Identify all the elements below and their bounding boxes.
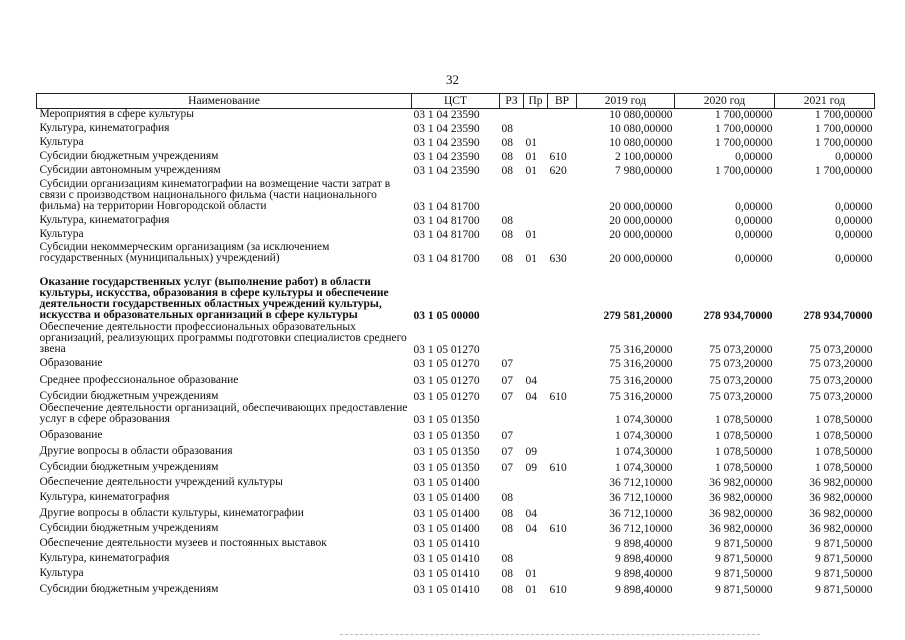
- cell-vr: 620: [549, 165, 567, 177]
- cell-vr: [548, 489, 577, 504]
- cell-rz: 08: [501, 492, 513, 504]
- cell-vr: [548, 426, 577, 442]
- cell-name: Субсидии некоммерческим организациям (за исключением государственных (муниципальных) учреждений): [39, 241, 330, 264]
- cell-2020: 278 934,70000: [703, 310, 773, 322]
- cell-cst: 03 1 05 00000: [413, 310, 480, 322]
- table-row: [37, 550, 875, 565]
- cell-2020: 1 078,50000: [715, 414, 773, 426]
- cell-2019: 1 074,30000: [615, 446, 673, 458]
- cell-name: Культура: [39, 567, 84, 579]
- cell-rz: 08: [501, 523, 513, 535]
- cell-name: Культура, кинематография: [39, 122, 170, 134]
- cell-2021: 1 700,00000: [815, 123, 873, 135]
- cell-cst: 03 1 04 81700: [413, 253, 480, 265]
- header-2021: 2021 год: [775, 94, 875, 109]
- cell-2020: 75 073,20000: [709, 375, 773, 387]
- header-cst: ЦСТ: [412, 94, 500, 109]
- page-number: 32: [446, 72, 459, 87]
- table-row: [37, 370, 875, 387]
- cell-2019: 75 316,20000: [609, 344, 673, 356]
- cell-name: Другие вопросы в области образования: [39, 445, 233, 457]
- cell-rz: 08: [501, 584, 513, 596]
- cell-2019: 1 074,30000: [615, 430, 673, 442]
- cell-pr: [524, 403, 548, 426]
- table-row: [37, 565, 875, 580]
- cell-pr: 01: [525, 568, 537, 580]
- cell-2020: 1 700,00000: [715, 123, 773, 135]
- cell-2019: 10 080,00000: [609, 137, 673, 149]
- cell-vr: [548, 474, 577, 489]
- cell-rz: 07: [501, 358, 513, 370]
- cell-2021: 9 871,50000: [815, 538, 873, 550]
- cell-2020: 75 073,20000: [709, 391, 773, 403]
- cell-pr: [524, 177, 548, 213]
- cell-2019: 20 000,00000: [609, 229, 673, 241]
- cell-rz: 07: [501, 430, 513, 442]
- cell-2019: 20 000,00000: [609, 215, 673, 227]
- cell-2019: 1 074,30000: [615, 414, 673, 426]
- table-row: [37, 149, 875, 163]
- cell-rz: 07: [501, 375, 513, 387]
- cell-vr: [548, 177, 577, 213]
- cell-2019: 36 712,10000: [609, 523, 673, 535]
- cell-pr: 01: [525, 584, 537, 596]
- cell-vr: [548, 370, 577, 387]
- cell-pr: 01: [525, 253, 537, 265]
- cell-pr: 04: [525, 391, 537, 403]
- cell-cst: 03 1 04 23590: [413, 165, 480, 177]
- cell-2021: 75 073,20000: [809, 358, 873, 370]
- cell-name: Культура, кинематография: [39, 552, 170, 564]
- cell-2021: 0,00000: [835, 215, 873, 227]
- header-row: [37, 94, 875, 109]
- cell-vr: [548, 121, 577, 135]
- cell-vr: 610: [549, 584, 567, 596]
- cell-pr: 04: [525, 523, 537, 535]
- table-row: [37, 322, 875, 356]
- cell-name: Обеспечение деятельности профессиональных образовательных организаций, реализующих программы подготовки специалистов среднего звена: [39, 322, 407, 355]
- cell-pr: [524, 426, 548, 442]
- cell-name: Оказание государственных услуг (выполнение работ) в области культуры, искусства, образования в сфере культуры и обеспечение деятельности государственных областных учреждений культуры, искусства и образовательных организаций в сфере культуры: [39, 276, 389, 321]
- cell-pr: 01: [525, 151, 537, 163]
- cell-2021: 1 078,50000: [815, 430, 873, 442]
- cell-rz: 08: [501, 215, 513, 227]
- cell-cst: 03 1 05 01410: [413, 568, 480, 580]
- cell-name: Субсидии организациям кинематографии на возмещение части затрат в связи с производством национального фильма (части национального фильма) на территории Новгородской области: [39, 178, 391, 212]
- cell-cst: 03 1 04 81700: [413, 229, 480, 241]
- cell-cst: 03 1 04 23590: [413, 151, 480, 163]
- cell-2021: 36 982,00000: [809, 492, 873, 504]
- cell-2021: 75 073,20000: [809, 344, 873, 356]
- cell-2019: 20 000,00000: [609, 253, 673, 265]
- table-row: [37, 403, 875, 426]
- table-row: [37, 241, 875, 265]
- table-row: [37, 580, 875, 596]
- cell-pr: [524, 121, 548, 135]
- table-body: [37, 109, 875, 597]
- cell-2021: 9 871,50000: [815, 568, 873, 580]
- cell-2020: 1 078,50000: [715, 430, 773, 442]
- cell-pr: [524, 535, 548, 550]
- cell-name: Субсидии автономным учреждениям: [39, 164, 221, 176]
- cell-name: Субсидии бюджетным учреждениям: [39, 583, 219, 595]
- cell-vr: [548, 265, 577, 322]
- table-row: [37, 163, 875, 177]
- table-row: [37, 442, 875, 458]
- cell-cst: 03 1 05 01270: [413, 391, 480, 403]
- cell-2020: 9 871,50000: [715, 538, 773, 550]
- header-rz: РЗ: [500, 94, 524, 109]
- cell-pr: [524, 489, 548, 504]
- cell-2019: 9 898,40000: [615, 538, 673, 550]
- cell-2020: 9 871,50000: [715, 568, 773, 580]
- cell-rz: [500, 474, 524, 489]
- cell-name: Обеспечение деятельности учреждений культуры: [39, 476, 283, 488]
- cell-pr: [524, 322, 548, 356]
- cell-2020: 75 073,20000: [709, 344, 773, 356]
- table-row: [37, 213, 875, 227]
- cell-vr: 610: [549, 391, 567, 403]
- cell-2021: 36 982,00000: [809, 477, 873, 489]
- cell-2020: 75 073,20000: [709, 358, 773, 370]
- cell-pr: [524, 265, 548, 322]
- cell-rz: [500, 177, 524, 213]
- cell-2019: 75 316,20000: [609, 391, 673, 403]
- cell-cst: 03 1 05 01350: [413, 446, 480, 458]
- cell-rz: 08: [501, 568, 513, 580]
- cell-rz: 08: [501, 553, 513, 565]
- cell-2019: 9 898,40000: [615, 553, 673, 565]
- cell-name: Культура: [39, 136, 84, 148]
- cell-rz: [500, 322, 524, 356]
- cell-name: Обеспечение деятельности музеев и постоянных выставок: [39, 537, 327, 549]
- cell-2019: 10 080,00000: [609, 109, 673, 121]
- cell-cst: 03 1 05 01350: [413, 430, 480, 442]
- cell-cst: 03 1 05 01400: [413, 523, 480, 535]
- cell-2019: 9 898,40000: [615, 584, 673, 596]
- cell-vr: 630: [549, 253, 567, 265]
- cell-2021: 1 078,50000: [815, 414, 873, 426]
- cell-pr: [524, 474, 548, 489]
- cell-vr: [548, 135, 577, 149]
- cell-vr: [548, 322, 577, 356]
- cell-rz: [500, 109, 524, 122]
- cell-vr: [548, 442, 577, 458]
- cell-name: Мероприятия в сфере культуры: [39, 108, 195, 120]
- cell-name: Субсидии бюджетным учреждениям: [39, 522, 219, 534]
- table-row: [37, 489, 875, 504]
- cell-2021: 0,00000: [835, 201, 873, 213]
- cell-rz: 08: [501, 253, 513, 265]
- cell-rz: 08: [501, 165, 513, 177]
- cell-vr: [548, 109, 577, 122]
- cell-2019: 7 980,00000: [615, 165, 673, 177]
- cell-2020: 0,00000: [735, 215, 773, 227]
- header-vr: ВР: [548, 94, 577, 109]
- cell-pr: 01: [525, 165, 537, 177]
- header-2020: 2020 год: [675, 94, 775, 109]
- cell-2020: 1 078,50000: [715, 446, 773, 458]
- page-bottom-marks: [340, 634, 760, 637]
- cell-name: Субсидии бюджетным учреждениям: [39, 461, 219, 473]
- cell-cst: 03 1 05 01400: [413, 477, 480, 489]
- cell-2021: 1 700,00000: [815, 109, 873, 121]
- table-row: [37, 265, 875, 322]
- budget-table: [36, 93, 875, 596]
- cell-2021: 75 073,20000: [809, 391, 873, 403]
- cell-name: Культура: [39, 228, 84, 240]
- cell-vr: [548, 550, 577, 565]
- table-row: [37, 458, 875, 474]
- table-row: [37, 520, 875, 535]
- cell-2020: 0,00000: [735, 229, 773, 241]
- cell-name: Культура, кинематография: [39, 214, 170, 226]
- cell-2019: 20 000,00000: [609, 201, 673, 213]
- cell-rz: 08: [501, 508, 513, 520]
- cell-rz: 07: [501, 462, 513, 474]
- cell-2019: 2 100,00000: [615, 151, 673, 163]
- cell-2019: 36 712,10000: [609, 508, 673, 520]
- cell-name: Субсидии бюджетным учреждениям: [39, 390, 219, 402]
- cell-rz: [500, 265, 524, 322]
- cell-2019: 75 316,20000: [609, 358, 673, 370]
- table-row: [37, 535, 875, 550]
- cell-2020: 1 078,50000: [715, 462, 773, 474]
- cell-2020: 36 982,00000: [709, 508, 773, 520]
- cell-2021: 1 078,50000: [815, 462, 873, 474]
- header-pr: Пр: [524, 94, 548, 109]
- cell-vr: 610: [549, 462, 567, 474]
- cell-2019: 36 712,10000: [609, 477, 673, 489]
- cell-pr: 04: [525, 508, 537, 520]
- cell-2021: 1 700,00000: [815, 137, 873, 149]
- cell-2019: 36 712,10000: [609, 492, 673, 504]
- cell-2021: 1 700,00000: [815, 165, 873, 177]
- cell-2020: 0,00000: [735, 201, 773, 213]
- cell-vr: 610: [549, 523, 567, 535]
- cell-2020: 36 982,00000: [709, 492, 773, 504]
- cell-2020: 1 700,00000: [715, 137, 773, 149]
- cell-2019: 75 316,20000: [609, 375, 673, 387]
- cell-rz: [500, 403, 524, 426]
- cell-pr: [524, 109, 548, 122]
- table-row: [37, 474, 875, 489]
- table-row: [37, 504, 875, 520]
- cell-pr: 01: [525, 137, 537, 149]
- cell-cst: 03 1 05 01400: [413, 508, 480, 520]
- cell-rz: 08: [501, 229, 513, 241]
- cell-cst: 03 1 05 01410: [413, 584, 480, 596]
- cell-vr: [548, 213, 577, 227]
- cell-cst: 03 1 04 81700: [413, 201, 480, 213]
- cell-2020: 0,00000: [735, 253, 773, 265]
- cell-2021: 0,00000: [835, 253, 873, 265]
- cell-cst: 03 1 05 01270: [413, 358, 480, 370]
- cell-2020: 0,00000: [735, 151, 773, 163]
- cell-rz: 08: [501, 137, 513, 149]
- cell-cst: 03 1 04 23590: [413, 137, 480, 149]
- table-row: [37, 227, 875, 241]
- cell-rz: 07: [501, 446, 513, 458]
- cell-cst: 03 1 05 01410: [413, 538, 480, 550]
- cell-2021: 278 934,70000: [803, 310, 873, 322]
- cell-pr: 09: [525, 462, 537, 474]
- cell-vr: [548, 227, 577, 241]
- cell-name: Среднее профессиональное образование: [39, 374, 239, 386]
- cell-2020: 9 871,50000: [715, 553, 773, 565]
- cell-vr: 610: [549, 151, 567, 163]
- cell-pr: 01: [525, 229, 537, 241]
- cell-pr: 09: [525, 446, 537, 458]
- cell-cst: 03 1 05 01350: [413, 414, 480, 426]
- cell-cst: 03 1 05 01350: [413, 462, 480, 474]
- cell-cst: 03 1 05 01270: [413, 344, 480, 356]
- cell-pr: 04: [525, 375, 537, 387]
- cell-2020: 1 700,00000: [715, 165, 773, 177]
- cell-vr: [548, 356, 577, 370]
- header-name: Наименование: [37, 94, 412, 109]
- cell-name: Другие вопросы в области культуры, кинематографии: [39, 507, 304, 519]
- cell-pr: [524, 550, 548, 565]
- cell-2019: 1 074,30000: [615, 462, 673, 474]
- cell-2021: 9 871,50000: [815, 553, 873, 565]
- cell-vr: [548, 504, 577, 520]
- cell-rz: [500, 535, 524, 550]
- table-row: [37, 109, 875, 122]
- cell-name: Субсидии бюджетным учреждениям: [39, 150, 219, 162]
- cell-2019: 279 581,20000: [603, 310, 673, 322]
- cell-2021: 36 982,00000: [809, 523, 873, 535]
- cell-2021: 1 078,50000: [815, 446, 873, 458]
- cell-name: Культура, кинематография: [39, 491, 170, 503]
- table-row: [37, 356, 875, 370]
- cell-2021: 36 982,00000: [809, 508, 873, 520]
- cell-vr: [548, 535, 577, 550]
- table-row: [37, 177, 875, 213]
- table-row: [37, 426, 875, 442]
- cell-cst: 03 1 04 23590: [413, 109, 480, 121]
- cell-name: Обеспечение деятельности организаций, обеспечивающих предоставление услуг в сфере образования: [39, 403, 408, 425]
- cell-rz: 08: [501, 123, 513, 135]
- cell-name: Образование: [39, 357, 103, 369]
- cell-2021: 0,00000: [835, 151, 873, 163]
- table-row: [37, 387, 875, 403]
- cell-pr: [524, 356, 548, 370]
- cell-2020: 1 700,00000: [715, 109, 773, 121]
- table-row: [37, 135, 875, 149]
- table-row: [37, 121, 875, 135]
- cell-pr: [524, 213, 548, 227]
- cell-vr: [548, 565, 577, 580]
- cell-name: Образование: [39, 429, 103, 441]
- cell-vr: [548, 403, 577, 426]
- cell-cst: 03 1 05 01270: [413, 375, 480, 387]
- cell-2020: 9 871,50000: [715, 584, 773, 596]
- cell-2021: 9 871,50000: [815, 584, 873, 596]
- cell-rz: 08: [501, 151, 513, 163]
- cell-2021: 75 073,20000: [809, 375, 873, 387]
- cell-rz: 07: [501, 391, 513, 403]
- cell-cst: 03 1 04 23590: [413, 123, 480, 135]
- header-2019: 2019 год: [577, 94, 675, 109]
- cell-2020: 36 982,00000: [709, 477, 773, 489]
- cell-cst: 03 1 05 01400: [413, 492, 480, 504]
- cell-cst: 03 1 04 81700: [413, 215, 480, 227]
- cell-2019: 9 898,40000: [615, 568, 673, 580]
- cell-2021: 0,00000: [835, 229, 873, 241]
- cell-2019: 10 080,00000: [609, 123, 673, 135]
- cell-cst: 03 1 05 01410: [413, 553, 480, 565]
- cell-2020: 36 982,00000: [709, 523, 773, 535]
